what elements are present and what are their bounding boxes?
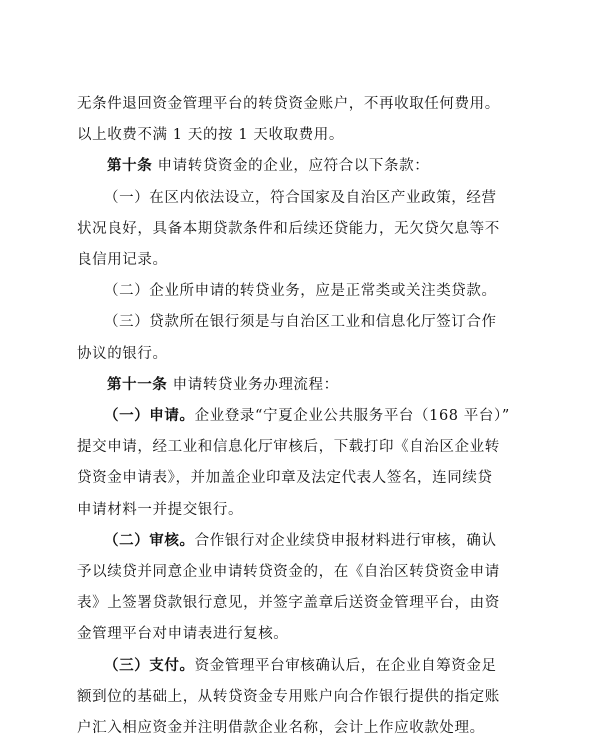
step-line: （二）审核。合作银行对企业续贷申报材料进行审核，确认 <box>104 533 497 549</box>
step-heading: （三）支付。 <box>104 658 195 674</box>
text-line: 提交申请，经工业和信息化厅审核后，下载打印《自治区企业转 <box>77 439 500 455</box>
text-line: 以上收费不满 1 天的按 1 天收取费用。 <box>77 127 344 143</box>
text-line: （一）在区内依法设立，符合国家及自治区产业政策，经营 <box>104 190 497 206</box>
article-heading: 第十一条 <box>107 377 168 393</box>
text-line: （三）贷款所在银行须是与自治区工业和信息化厅签订合作 <box>104 314 497 330</box>
text-line: （二）企业所申请的转贷业务，应是正常类或关注类贷款。 <box>104 283 497 299</box>
text-line: 贷资金申请表》，并加盖企业印章及法定代表人签名，连同续贷 <box>77 470 493 486</box>
step-line: （三）支付。资金管理平台审核确认后，在企业自筹资金足 <box>104 658 497 674</box>
step-line: （一）申请。企业登录“宁夏企业公共服务平台（168 平台）” <box>104 408 510 424</box>
text-line: 无条件退回资金管理平台的转贷资金账户，不再收取任何费用。 <box>77 96 500 112</box>
text-line: 表》上签署贷款银行意见，并签字盖章后送资金管理平台，由资 <box>77 595 500 611</box>
text-line: 协议的银行。 <box>77 346 168 362</box>
article-line: 第十条 申请转贷资金的企业，应符合以下条款： <box>107 158 430 174</box>
text-line: 申请材料一并提交银行。 <box>77 502 244 518</box>
article-heading: 第十条 <box>107 158 153 174</box>
text-line: 户汇入相应资金并注明借款企业名称，会计上作应收款处理。 <box>77 720 485 736</box>
text-line: 金管理平台对申请表进行复核。 <box>77 626 289 642</box>
step-heading: （一）申请。 <box>104 408 195 424</box>
article-line: 第十一条 申请转贷业务办理流程： <box>107 377 339 393</box>
text-line: 良信用记录。 <box>77 252 168 268</box>
text-line: 状况良好，具备本期贷款条件和后续还贷能力，无欠贷欠息等不 <box>77 221 500 237</box>
step-heading: （二）审核。 <box>104 533 195 549</box>
text-line: 额到位的基础上，从转贷资金专用账户向合作银行提供的指定账 <box>77 689 500 705</box>
text-line: 予以续贷并同意企业申请转贷资金的，在《自治区转贷资金申请 <box>77 564 500 580</box>
